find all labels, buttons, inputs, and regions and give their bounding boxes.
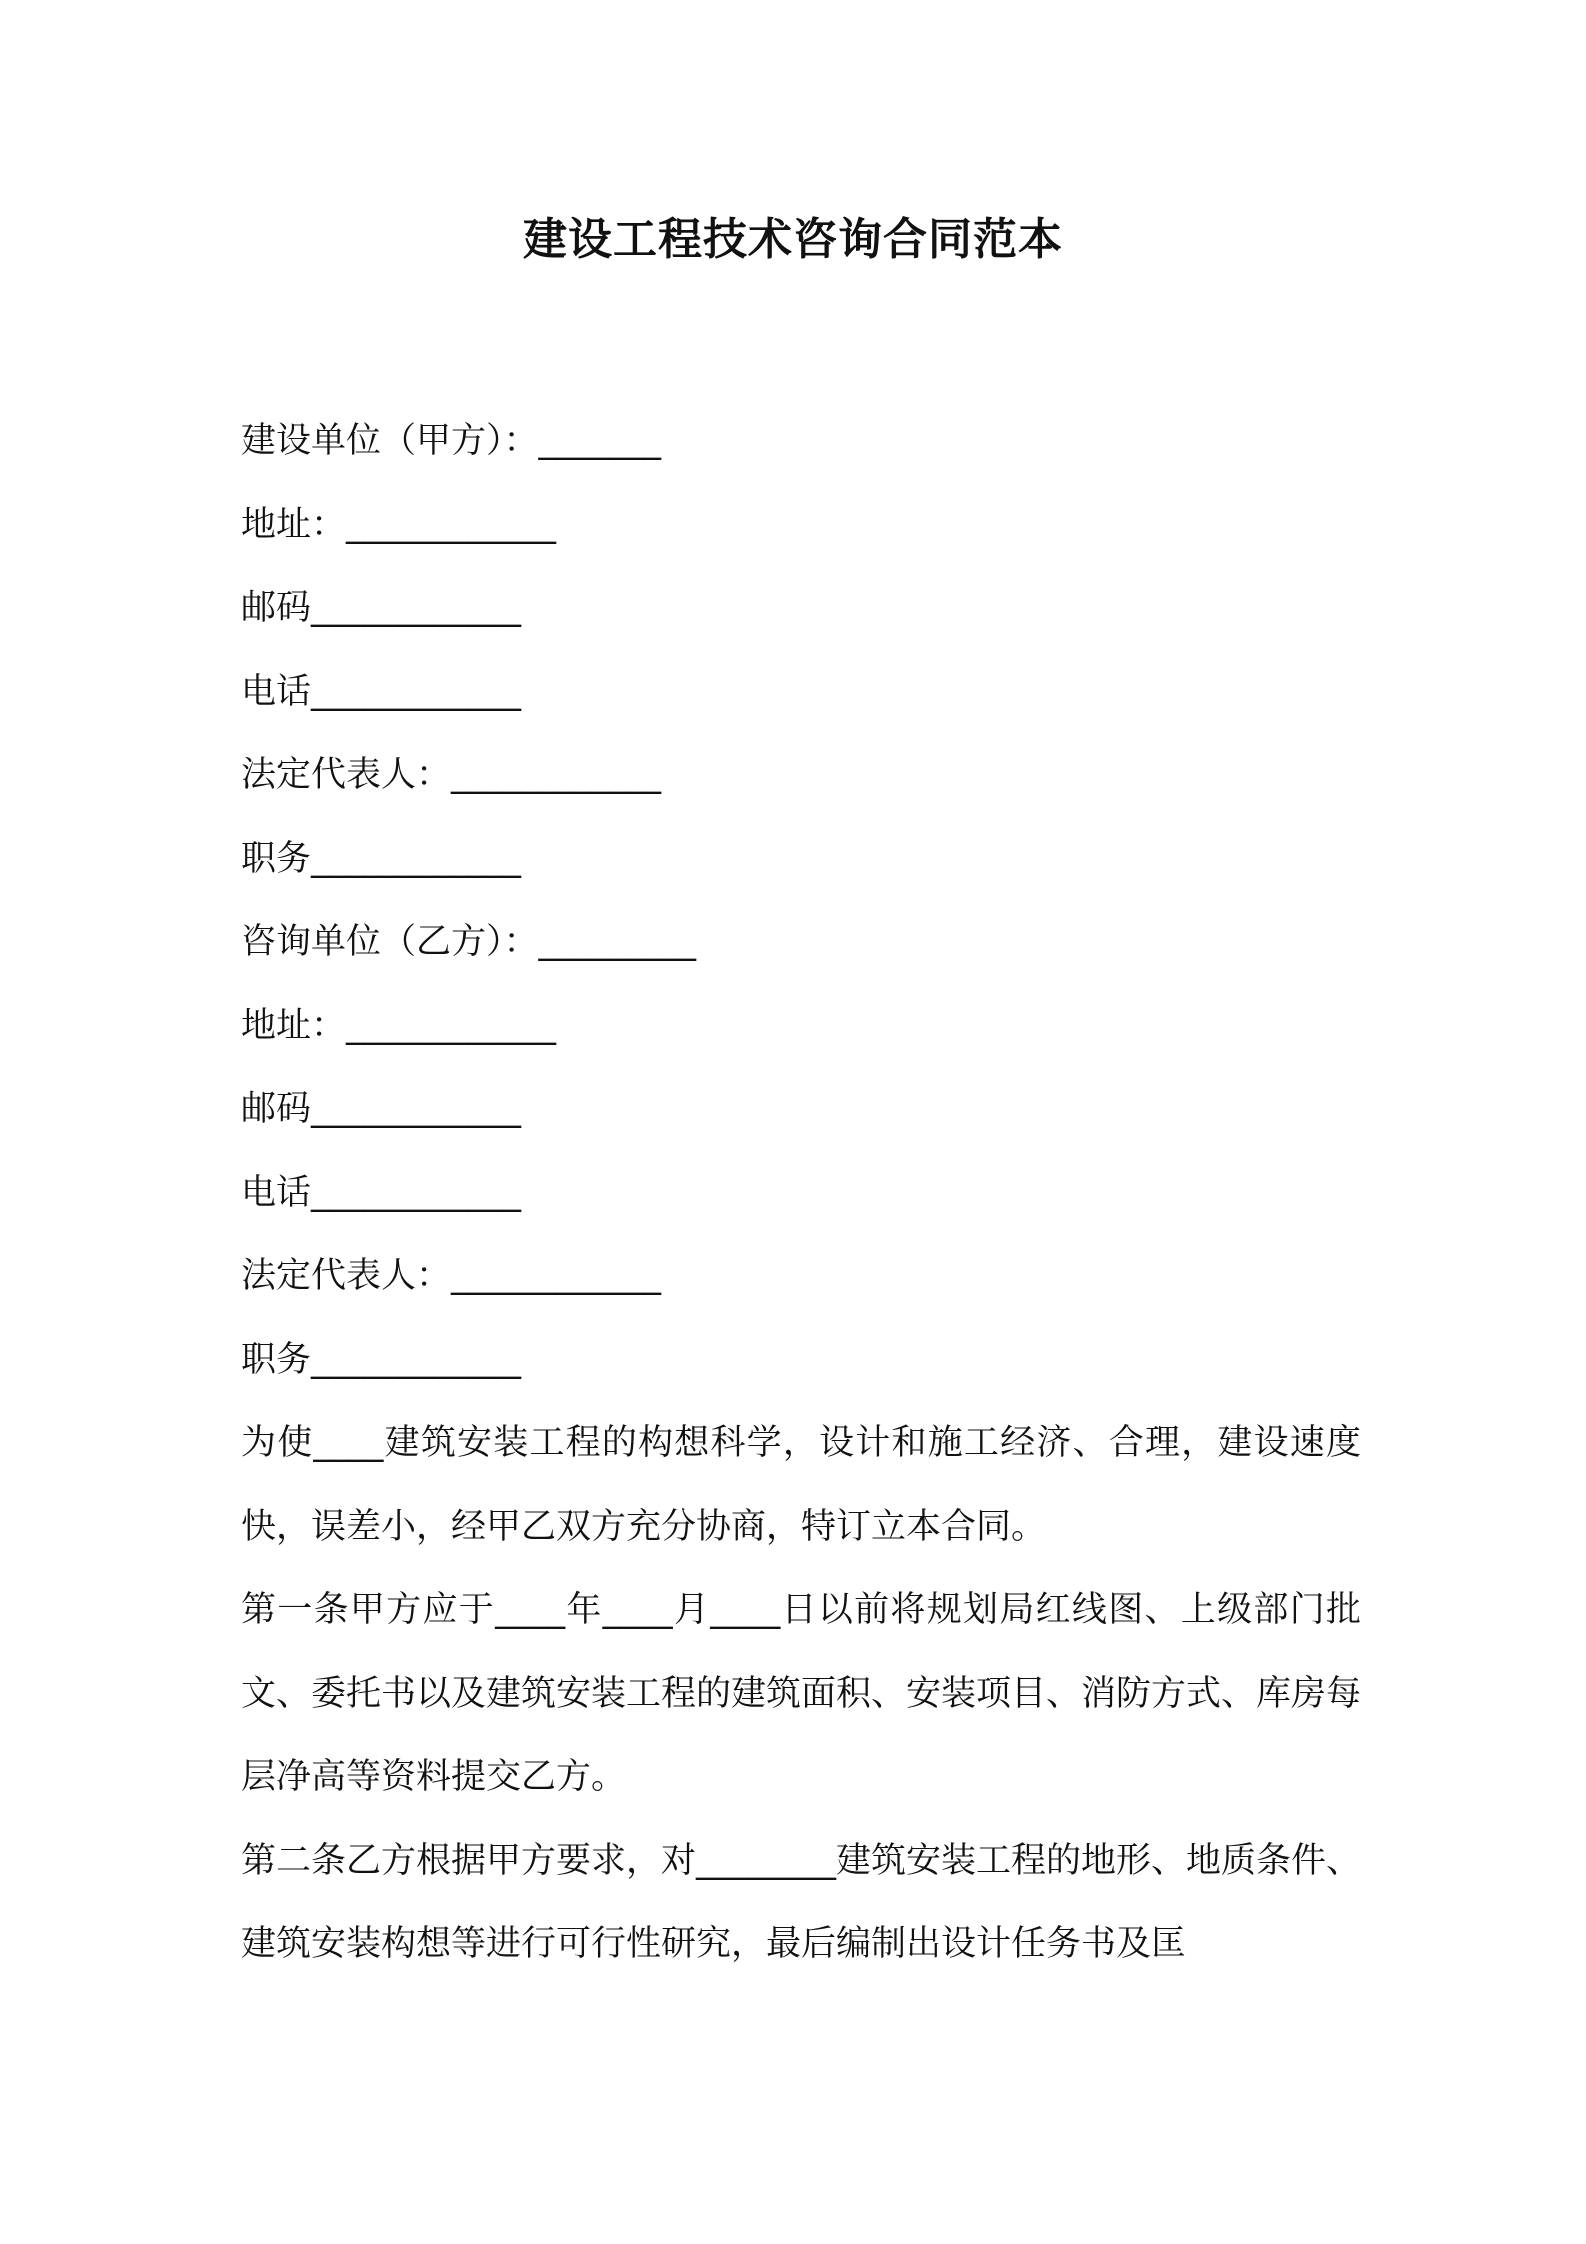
party-b-legal-rep: 法定代表人：____________ [241, 1256, 662, 1296]
party-b-unit: 咨询单位（乙方）：_________ [241, 922, 697, 962]
document-title: 建设工程技术咨询合同范本 [523, 214, 1063, 265]
party-a-legal-rep: 法定代表人：____________ [241, 755, 662, 795]
document-body [241, 400, 1361, 1987]
party-a-unit: 建设单位（甲方）：_______ [241, 421, 662, 461]
party-a-address: 地址：____________ [241, 504, 557, 545]
preamble-paragraph: 为使____建筑安装工程的构想科学，设计和施工经济、合理，建设速度快，误差小，经甲乙双方充分协商，特订立本合同。 [241, 1423, 1361, 1547]
party-a-position: 职务____________ [241, 838, 522, 879]
party-a-phone: 电话____________ [241, 671, 522, 712]
party-a-postcode: 邮码____________ [241, 588, 522, 628]
party-b-phone: 电话____________ [241, 1172, 522, 1213]
party-b-postcode: 邮码____________ [241, 1089, 522, 1129]
article-1-paragraph: 第一条甲方应于____年____月____日以前将规划局红线图、上级部门批文、委托书以及建筑安装工程的建筑面积、安装项目、消防方式、库房每层净高等资料提交乙方。 [241, 1590, 1362, 1797]
party-b-position: 职务____________ [241, 1339, 522, 1380]
party-b-address: 地址：____________ [241, 1005, 557, 1046]
article-2-paragraph: 第二条乙方根据甲方要求，对________建筑安装工程的地形、地质条件、建筑安装构想等进行可行性研究，最后编制出设计任务书及匡 [241, 1840, 1362, 1964]
